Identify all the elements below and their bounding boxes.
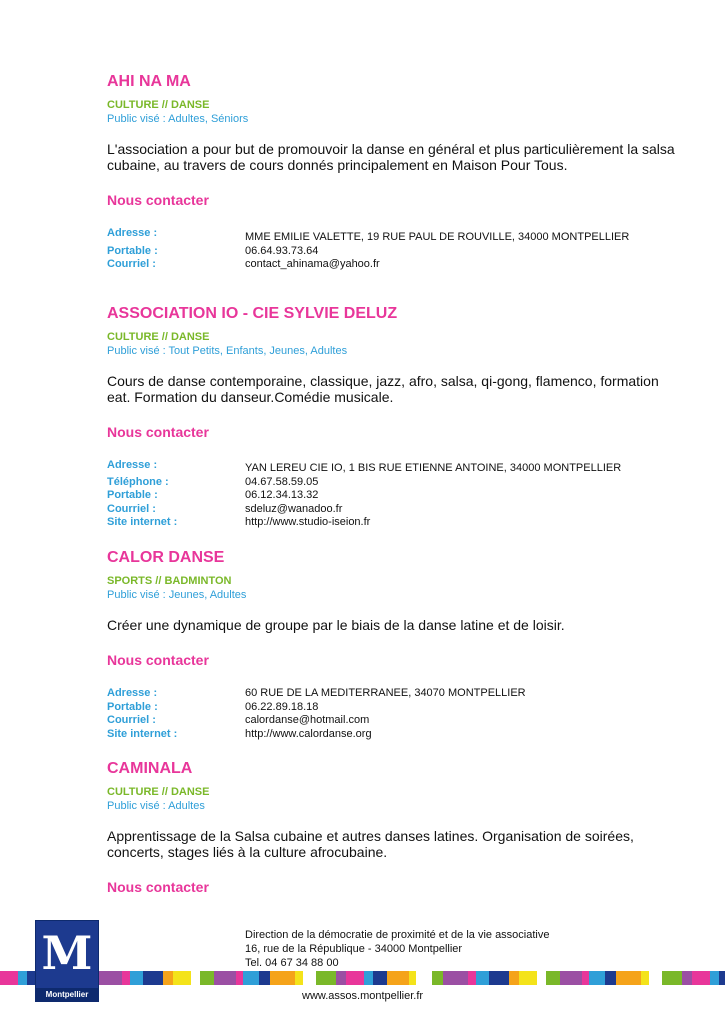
footer-line: Tel. 04 67 34 88 00 bbox=[245, 957, 339, 969]
contact-row-address bbox=[107, 227, 677, 245]
band-segment bbox=[641, 971, 649, 985]
band-segment bbox=[409, 971, 416, 985]
band-segment bbox=[387, 971, 409, 985]
contact-label: Portable : bbox=[107, 700, 158, 713]
email-link[interactable]: contact_ahinama@yahoo.fr bbox=[245, 258, 380, 271]
band-segment bbox=[143, 971, 163, 985]
contact-value: 60 RUE DE LA MEDITERRANEE, 34070 MONTPELLIER bbox=[245, 687, 526, 699]
logo-caption: Montpellier bbox=[36, 988, 98, 1001]
website-link[interactable]: http://www.studio-iseion.fr bbox=[245, 516, 371, 529]
contact-row-phone bbox=[107, 476, 677, 490]
contact-value: 04.67.58.59.05 bbox=[245, 475, 319, 488]
footer-color-band bbox=[0, 971, 725, 985]
band-segment bbox=[270, 971, 295, 985]
contact-heading: Nous contacter bbox=[107, 652, 209, 668]
footer-line: 16, rue de la République - 34000 Montpellier bbox=[245, 943, 463, 955]
band-segment bbox=[616, 971, 641, 985]
band-segment bbox=[364, 971, 373, 985]
contact-row-website bbox=[107, 516, 677, 530]
band-segment bbox=[336, 971, 346, 985]
contact-label: Téléphone : bbox=[107, 475, 169, 488]
email-link[interactable]: calordanse@hotmail.com bbox=[245, 714, 370, 727]
band-segment bbox=[97, 971, 122, 985]
band-segment bbox=[662, 971, 682, 985]
band-segment bbox=[432, 971, 443, 985]
association-name: ASSOCIATION IO - CIE SYLVIE DELUZ bbox=[107, 305, 398, 322]
contact-row-address bbox=[107, 687, 677, 701]
band-segment bbox=[416, 971, 432, 985]
band-segment bbox=[476, 971, 489, 985]
contact-list bbox=[107, 227, 677, 272]
band-segment bbox=[163, 971, 173, 985]
association-name: AHI NA MA bbox=[107, 73, 191, 90]
contact-row-mobile bbox=[107, 701, 677, 715]
band-segment bbox=[649, 971, 662, 985]
association-public: Public visé : Adultes, Séniors bbox=[107, 113, 249, 125]
contact-value: YAN LEREU CIE IO, 1 BIS RUE ETIENNE ANTOINE, 34000 MONTPELLIER bbox=[245, 462, 622, 474]
association-category: SPORTS // BADMINTON bbox=[107, 575, 232, 587]
band-segment bbox=[214, 971, 236, 985]
association-category: CULTURE // DANSE bbox=[107, 99, 210, 111]
band-segment bbox=[605, 971, 616, 985]
band-segment bbox=[582, 971, 589, 985]
association-category: CULTURE // DANSE bbox=[107, 786, 210, 798]
band-segment bbox=[509, 971, 519, 985]
contact-value: 06.64.93.73.64 bbox=[245, 244, 319, 257]
association-public: Public visé : Jeunes, Adultes bbox=[107, 589, 247, 601]
contact-row-email bbox=[107, 258, 677, 272]
contact-label: Adresse : bbox=[107, 227, 158, 239]
association-description: Créer une dynamique de groupe par le biais de la danse latine et de loisir. bbox=[107, 617, 565, 633]
contact-label: Courriel : bbox=[107, 714, 156, 727]
band-segment bbox=[589, 971, 605, 985]
footer-address bbox=[245, 928, 549, 970]
band-segment bbox=[468, 971, 476, 985]
association-description: L'association a pour but de promouvoir la danse en général et plus particulièrement la salsa cubaine, au travers de cours donnés principalement en Maison Pour Tous. bbox=[107, 141, 675, 173]
contact-label: Portable : bbox=[107, 489, 158, 502]
website-link[interactable]: http://www.calordanse.org bbox=[245, 727, 372, 740]
band-segment bbox=[443, 971, 468, 985]
contact-label: Courriel : bbox=[107, 502, 156, 515]
contact-label: Site internet : bbox=[107, 727, 178, 740]
contact-label: Courriel : bbox=[107, 258, 156, 271]
band-segment bbox=[130, 971, 143, 985]
contact-value: MME EMILIE VALETTE, 19 RUE PAUL DE ROUVILLE, 34000 MONTPELLIER bbox=[245, 231, 630, 243]
band-segment bbox=[316, 971, 336, 985]
band-segment bbox=[719, 971, 725, 985]
contact-label: Adresse : bbox=[107, 459, 158, 471]
contact-row-mobile bbox=[107, 489, 677, 503]
logo-letter: M bbox=[41, 926, 93, 980]
association-description: Apprentissage de la Salsa cubaine et autres danses latines. Organisation de soirées, concerts, stages liés à la culture afrocubaine. bbox=[107, 828, 634, 860]
band-segment bbox=[18, 971, 27, 985]
band-segment bbox=[191, 971, 200, 985]
association-description: Cours de danse contemporaine, classique, jazz, afro, salsa, qi-gong, flamenco, formation eat. Formation du danseur.Comédie musicale. bbox=[107, 373, 659, 405]
association-entry bbox=[107, 304, 677, 530]
association-category: CULTURE // DANSE bbox=[107, 331, 210, 343]
band-segment bbox=[692, 971, 710, 985]
contact-label: Site internet : bbox=[107, 516, 178, 529]
band-segment bbox=[710, 971, 719, 985]
band-segment bbox=[173, 971, 191, 985]
contact-row-mobile bbox=[107, 245, 677, 259]
contact-row-website bbox=[107, 728, 677, 742]
contact-heading: Nous contacter bbox=[107, 424, 209, 440]
contact-heading: Nous contacter bbox=[107, 879, 209, 895]
contact-list bbox=[107, 459, 677, 530]
band-segment bbox=[519, 971, 537, 985]
band-segment bbox=[373, 971, 387, 985]
band-segment bbox=[682, 971, 692, 985]
footer-website-link[interactable]: www.assos.montpellier.fr bbox=[302, 990, 424, 1002]
association-entry bbox=[107, 72, 677, 272]
contact-row-email bbox=[107, 714, 677, 728]
contact-value: 06.22.89.18.18 bbox=[245, 700, 319, 713]
band-segment bbox=[346, 971, 364, 985]
contact-list bbox=[107, 687, 677, 741]
email-link[interactable]: sdeluz@wanadoo.fr bbox=[245, 502, 343, 515]
association-entry bbox=[107, 759, 677, 895]
band-segment bbox=[537, 971, 546, 985]
band-segment bbox=[243, 971, 259, 985]
band-segment bbox=[295, 971, 303, 985]
band-segment bbox=[546, 971, 560, 985]
association-public: Public visé : Adultes bbox=[107, 800, 205, 812]
montpellier-logo bbox=[35, 920, 99, 1002]
band-segment bbox=[200, 971, 214, 985]
contact-label: Adresse : bbox=[107, 687, 158, 699]
footer-line: Direction de la démocratie de proximité et de la vie associative bbox=[245, 929, 550, 941]
contact-label: Portable : bbox=[107, 244, 158, 257]
contact-heading: Nous contacter bbox=[107, 192, 209, 208]
band-segment bbox=[236, 971, 243, 985]
band-segment bbox=[122, 971, 130, 985]
association-name: CALOR DANSE bbox=[107, 549, 225, 566]
contact-row-email bbox=[107, 503, 677, 517]
association-entry bbox=[107, 548, 677, 741]
band-segment bbox=[560, 971, 582, 985]
contact-value: 06.12.34.13.32 bbox=[245, 489, 319, 502]
association-name: CAMINALA bbox=[107, 760, 193, 777]
contact-row-address bbox=[107, 459, 677, 476]
association-public: Public visé : Tout Petits, Enfants, Jeunes, Adultes bbox=[107, 345, 348, 357]
band-segment bbox=[489, 971, 509, 985]
band-segment bbox=[303, 971, 316, 985]
band-segment bbox=[0, 971, 18, 985]
band-segment bbox=[259, 971, 270, 985]
